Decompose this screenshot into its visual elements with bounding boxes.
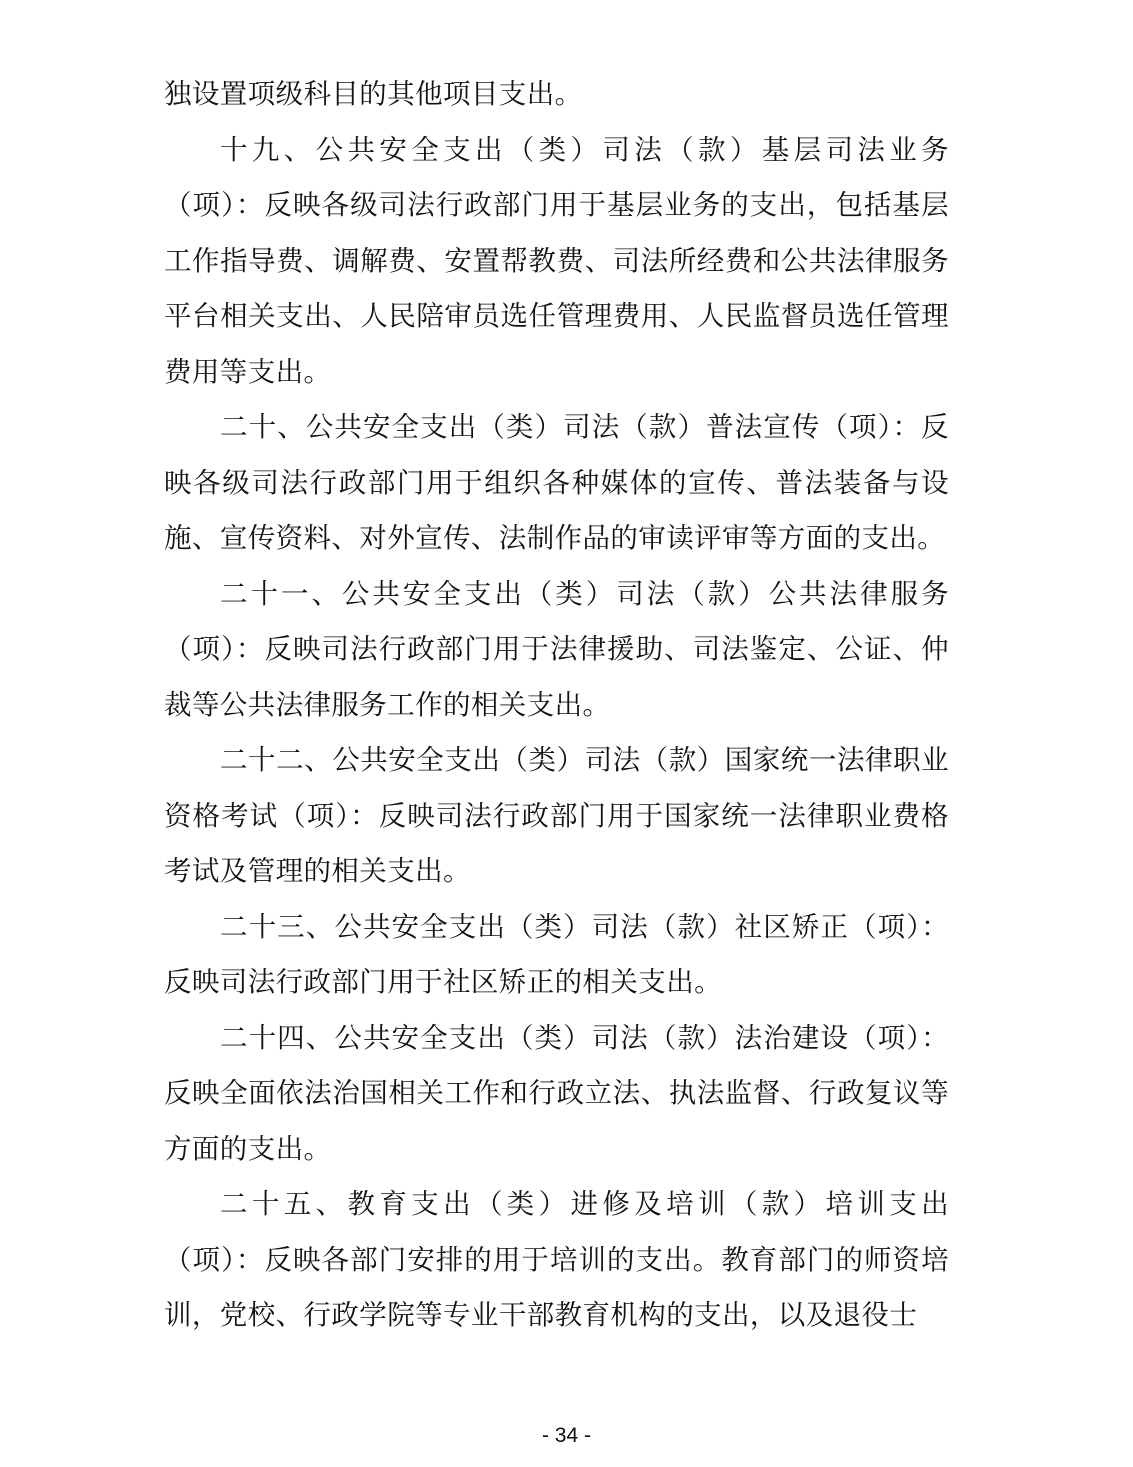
paragraph-item-20: 二十、公共安全支出（类）司法（款）普法宣传（项）：反映各级司法行政部门用于组织各种媒体的宣传、普法装备与设施、宣传资料、对外宣传、法制作品的审读评审等方面的支出。 xyxy=(164,411,949,554)
body-text xyxy=(164,67,949,1344)
paragraph-continuation: 独设置项级科目的其他项目支出。 xyxy=(164,78,583,110)
paragraph-item-25: 二十五、教育支出（类）进修及培训（款）培训支出（项）：反映各部门安排的用于培训的支出。教育部门的师资培训，党校、行政学院等专业干部教育机构的支出，以及退役士 xyxy=(164,1188,949,1331)
paragraph-item-24: 二十四、公共安全支出（类）司法（款）法治建设（项）：反映全面依法治国相关工作和行政立法、执法监督、行政复议等方面的支出。 xyxy=(164,1021,949,1165)
paragraph-item-23: 二十三、公共安全支出（类）司法（款）社区矫正（项）：反映司法行政部门用于社区矫正的相关支出。 xyxy=(164,910,949,998)
paragraph-item-22: 二十二、公共安全支出（类）司法（款）国家统一法律职业资格考试（项）：反映司法行政部门用于国家统一法律职业费格考试及管理的相关支出。 xyxy=(164,744,949,887)
page-number: - 34 - xyxy=(541,1424,591,1447)
paragraph-item-19: 十九、公共安全支出（类）司法（款）基层司法业务（项）：反映各级司法行政部门用于基层业务的支出，包括基层工作指导费、调解费、安置帮教费、司法所经费和公共法律服务平台相关支出、人民陪审员选任管理费用、人民监督员选任管理费用等支出。 xyxy=(164,133,949,388)
paragraph-item-21: 二十一、公共安全支出（类）司法（款）公共法律服务（项）：反映司法行政部门用于法律援助、司法鉴定、公证、仲裁等公共法律服务工作的相关支出。 xyxy=(164,577,949,721)
